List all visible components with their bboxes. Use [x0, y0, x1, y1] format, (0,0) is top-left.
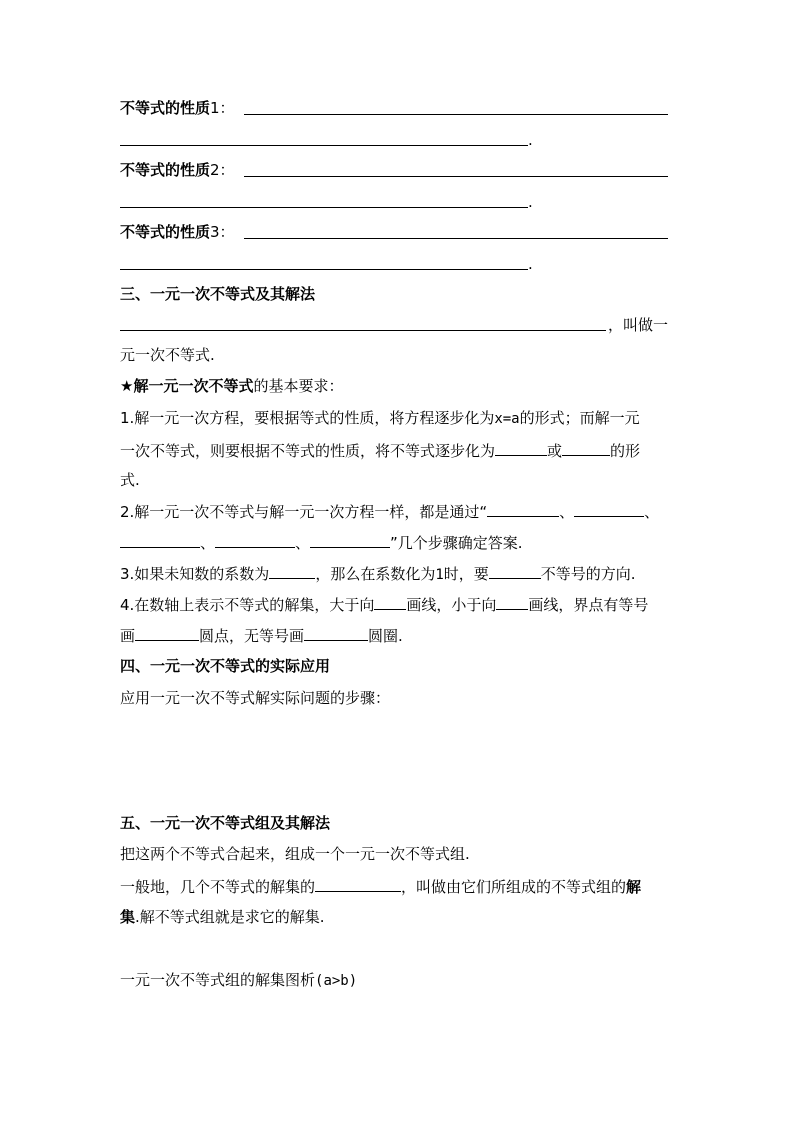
item-1-xa: x=a: [494, 411, 520, 427]
section-5-heading: 五、一元一次不等式组及其解法: [120, 814, 331, 832]
item-2-sep-4: 、: [295, 534, 311, 552]
property-2-end: .: [528, 193, 533, 211]
item-2-line-1: [120, 501, 659, 522]
item-4-text-d: 画: [120, 627, 136, 645]
item-3-one: 1: [435, 567, 444, 583]
item-1-text-b: 的形式；而解一元: [519, 409, 640, 427]
section-5-blank[interactable]: [315, 876, 401, 892]
item-4-blank-3[interactable]: [135, 625, 199, 641]
item-1-text-c: 一次不等式，则要根据不等式的性质，将不等式逐步化为: [120, 442, 496, 460]
item-4-line-2: [120, 625, 403, 646]
item-2-blank-1[interactable]: [487, 501, 559, 517]
section-4-heading: 四、一元一次不等式的实际应用: [120, 657, 331, 675]
diagram-title: [120, 970, 357, 991]
property-3-blank[interactable]: [244, 238, 668, 239]
item-2-text-a: 2.解一元一次不等式与解一元一次方程一样，都是通过“: [120, 503, 488, 521]
item-1-line-1: [120, 408, 640, 429]
property-3-label: 不等式的性质: [120, 223, 211, 241]
item-4-blank-4[interactable]: [304, 625, 368, 641]
item-3-line: [120, 563, 636, 585]
item-1-blank-1[interactable]: [495, 440, 547, 456]
item-2-blank-2[interactable]: [574, 501, 644, 517]
property-2-blank[interactable]: [244, 176, 668, 177]
property-1-num: 1：: [210, 99, 235, 117]
item-3-text-b: ，那么在系数化为: [315, 565, 436, 583]
property-1-blank[interactable]: [244, 114, 668, 115]
item-1-line-3: 式.: [120, 471, 140, 489]
item-4-line-1: [120, 594, 648, 615]
item-2-end: ”几个步骤确定答案.: [390, 534, 523, 552]
item-3-text-c: 时，要: [443, 565, 489, 583]
requirements-title-rest: 的基本要求：: [253, 377, 344, 395]
item-3-text-a: 3.如果未知数的系数为: [120, 565, 270, 583]
property-3-blank-2[interactable]: [120, 269, 528, 270]
item-4-text-e: 圆点，无等号画: [199, 627, 305, 645]
definition-line-2: 元一次不等式.: [120, 346, 215, 364]
diagram-title-text: 一元一次不等式组的解集图析: [120, 971, 316, 989]
diagram-condition: (a>b): [315, 973, 358, 989]
section-5-text-a: 一般地，几个不等式的解集的: [120, 878, 316, 896]
item-2-sep-1: 、: [559, 503, 575, 521]
property-1-blank-2[interactable]: [120, 145, 528, 146]
property-1-line: [120, 98, 235, 118]
definition-tail: ，叫做一: [608, 316, 669, 334]
section-5-bold-ji: 集: [120, 908, 136, 926]
item-1-line-2: [120, 440, 640, 461]
item-2-sep-2: 、: [644, 503, 660, 521]
property-1-label: 不等式的性质: [120, 99, 211, 117]
item-2-blank-3[interactable]: [120, 532, 200, 548]
property-2-num: 2：: [210, 161, 235, 179]
section-5-text-b: ，叫做由它们所组成的不等式组的: [401, 878, 627, 896]
property-2-blank-2[interactable]: [120, 207, 528, 208]
requirements-title: [120, 376, 343, 396]
property-3-end: .: [528, 255, 533, 273]
property-3-line: [120, 222, 235, 242]
section-5-line-2: [120, 876, 641, 897]
item-1-text-a: 1.解一元一次方程，要根据等式的性质，将方程逐步化为: [120, 409, 495, 427]
item-4-text-b: 画线，小于向: [406, 596, 497, 614]
item-2-sep-3: 、: [200, 534, 216, 552]
item-2-blank-5[interactable]: [310, 532, 390, 548]
item-2-line-2: [120, 532, 523, 553]
section-3-heading: 三、一元一次不等式及其解法: [120, 285, 316, 303]
item-3-blank-2[interactable]: [489, 563, 541, 579]
item-3-blank-1[interactable]: [269, 563, 315, 579]
item-1-blank-2[interactable]: [562, 440, 610, 456]
property-1-end: .: [528, 131, 533, 149]
requirements-title-bold: ★解一元一次不等式: [120, 377, 254, 395]
item-4-text-a: 4.在数轴上表示不等式的解集，大于向: [120, 596, 375, 614]
property-3-num: 3：: [210, 223, 235, 241]
item-3-text-d: 不等号的方向.: [540, 565, 636, 583]
property-2-label: 不等式的性质: [120, 161, 211, 179]
section-4-steps-label: 应用一元一次不等式解实际问题的步骤：: [120, 689, 391, 707]
item-2-blank-4[interactable]: [215, 532, 295, 548]
definition-blank[interactable]: [120, 330, 606, 331]
section-5-text-c: .解不等式组就是求它的解集.: [135, 908, 325, 926]
item-4-blank-2[interactable]: [496, 594, 528, 610]
property-2-line: [120, 160, 235, 180]
section-5-bold-jie: 解: [626, 878, 642, 896]
section-5-line-3: [120, 907, 325, 927]
section-5-line-1: 把这两个不等式合起来，组成一个一元一次不等式组.: [120, 845, 470, 863]
item-4-blank-1[interactable]: [374, 594, 406, 610]
item-4-text-c: 画线，界点有等号: [528, 596, 649, 614]
item-4-text-f: 圆圈.: [368, 627, 403, 645]
item-1-text-d: 的形: [610, 442, 641, 460]
item-1-or: 或: [547, 442, 563, 460]
